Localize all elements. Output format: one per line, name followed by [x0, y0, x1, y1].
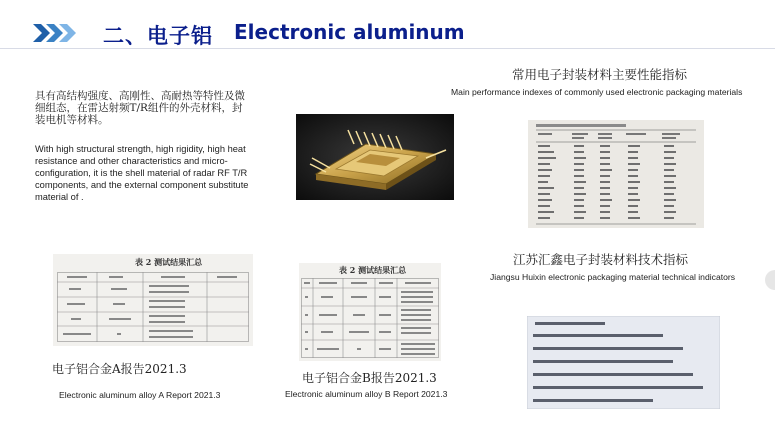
- report-a-scan: [53, 254, 253, 346]
- report-a-caption-cn: 电子铝合金A报告2021.3: [52, 362, 187, 376]
- double-chevron-icon: [33, 24, 77, 42]
- jiangsu-title-cn: 江苏汇鑫电子封装材料技术指标: [513, 252, 689, 267]
- report-b-caption-en: Electronic aluminum alloy B Report 2021.3: [285, 389, 448, 399]
- performance-title-cn: 常用电子封装材料主要性能指标: [512, 67, 688, 82]
- description-cn: 具有高结构强度、高刚性、高耐热等特性及微细组态，在雷达射频T/R组件的外壳材料，封装电机等材料。: [35, 90, 245, 126]
- header-divider: [0, 48, 775, 49]
- page-title-cn: 二、电子铝: [103, 24, 213, 48]
- next-slide-tab[interactable]: [765, 270, 775, 290]
- product-photo: [296, 114, 454, 200]
- description-en: With high structural strength, high rigidity, high heat resistance and other characteristics and micro-configuration, it is the shell material of radar RF T/R components, and the external component substitute material of .: [35, 144, 249, 202]
- performance-title-en: Main performance indexes of commonly used electronic packaging materials: [451, 87, 743, 97]
- report-a-caption-en: Electronic aluminum alloy A Report 2021.3: [59, 390, 221, 400]
- performance-table-scan: [528, 120, 704, 228]
- jiangsu-title-en: Jiangsu Huixin electronic packaging material technical indicators: [490, 272, 736, 282]
- report-b-scan-title: 表 2 测试结果汇总: [339, 265, 407, 275]
- report-a-scan-title: 表 2 测试结果汇总: [135, 257, 203, 267]
- report-b-scan: [299, 263, 441, 361]
- report-b-caption-cn: 电子铝合金B报告2021.3: [302, 371, 437, 385]
- jiangsu-spec-scan: [527, 316, 720, 409]
- page-title-en: Electronic aluminum: [234, 20, 465, 44]
